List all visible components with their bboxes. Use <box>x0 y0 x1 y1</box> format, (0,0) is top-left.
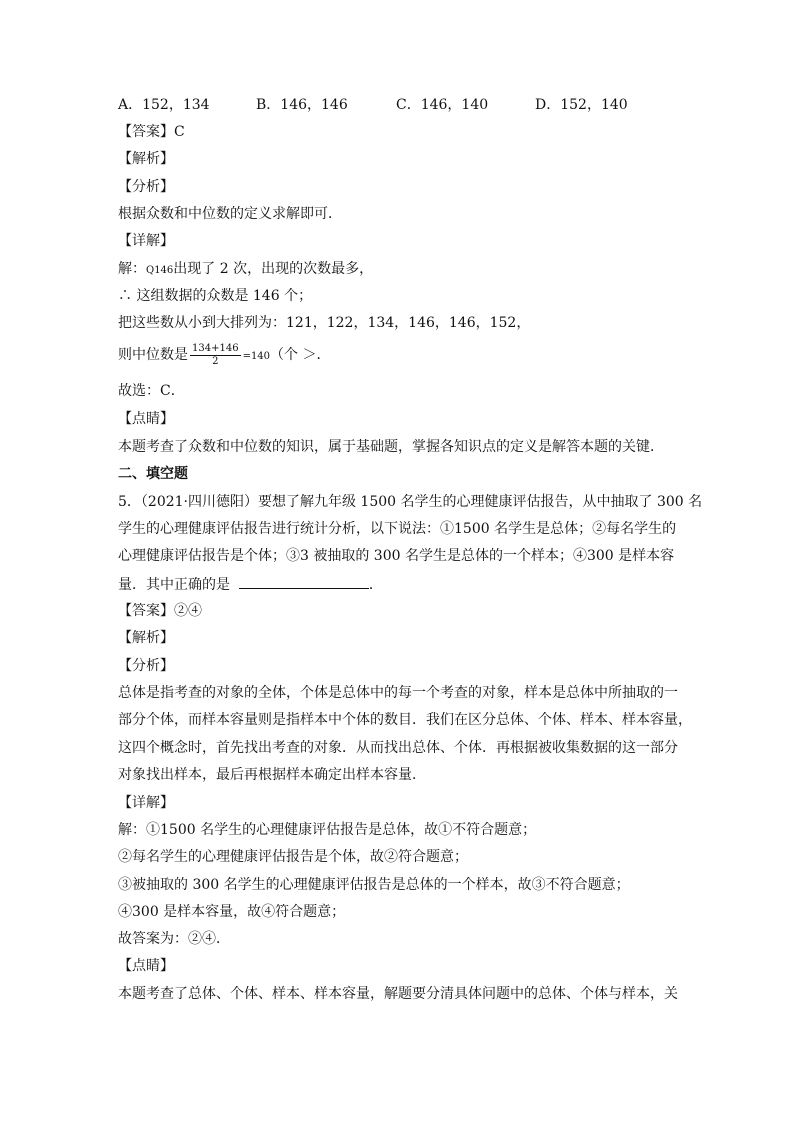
q5-fenxi-l4: 对象找出样本，最后再根据样本确定出样本容量． <box>118 767 426 783</box>
q4-step2: ∴ 这组数据的众数是 146 个； <box>118 288 313 304</box>
q5-line4-prefix: 量．其中正确的是 <box>118 577 230 593</box>
q5-fenxi-l3: 这四个概念时，首先找出考查的对象．从而找出总体、个体．再根据被收集数据的这一部分 <box>118 740 678 756</box>
option-b: B．146，146 <box>256 97 348 113</box>
q4-fenxi-text: 根据众数和中位数的定义求解即可． <box>118 206 342 222</box>
q4-choose: 故选：C． <box>118 383 185 399</box>
q5-line4-suffix: ． <box>368 577 383 593</box>
step1-prefix: 解： <box>118 261 146 277</box>
q4-dianjing-text: 本题考查了众数和中位数的知识，属于基础题，掌握各知识点的定义是解答本题的关键． <box>118 439 664 455</box>
option-c: C．146，140 <box>396 97 489 113</box>
q5-xiangjie-heading: 【详解】 <box>118 795 174 811</box>
step1-rest: 出现了 2 次，出现的次数最多， <box>173 261 374 277</box>
q5-dianjing-heading: 【点睛】 <box>118 958 174 974</box>
q4-dianjing-heading: 【点睛】 <box>118 411 174 427</box>
step4-prefix: 则中位数是 <box>118 347 188 363</box>
q5-line4 <box>118 574 383 595</box>
q4-step3: 把这些数从小到大排列为：121，122，134，146，146，152， <box>118 315 531 331</box>
fraction-denominator: 2 <box>212 355 219 367</box>
q4-step4 <box>118 340 330 372</box>
q5-line3: 心理健康评估报告是个体；③3 被抽取的 300 名学生是总体的一个样本；④300 是样本容 <box>118 548 675 564</box>
because-symbol: Q146 <box>146 265 174 276</box>
q5-detail-1: 解：①1500 名学生的心理健康评估报告是总体，故①不符合题意； <box>118 822 537 838</box>
option-d: D．152，140 <box>535 97 628 113</box>
q5-answer: 【答案】②④ <box>118 603 202 619</box>
q4-xiangjie-heading: 【详解】 <box>118 233 174 249</box>
section-title: 二、填空题 <box>118 466 188 482</box>
q5-line1: 5．（2021·四川德阳）要想了解九年级 1500 名学生的心理健康评估报告，从中抽取了 300 名 <box>118 494 703 510</box>
q5-jiexi-heading: 【解析】 <box>118 630 174 646</box>
q5-fenxi-l2: 部分个体，而样本容量则是指样本中个体的数目．我们在区分总体、个体、样本、样本容量， <box>118 712 692 728</box>
q4-step1 <box>118 259 373 281</box>
fraction-numerator: 134+146 <box>192 342 239 354</box>
option-a: A．152，134 <box>118 97 210 113</box>
q4-jiexi-heading: 【解析】 <box>118 151 174 167</box>
q5-detail-5: 故答案为：②④． <box>118 931 230 947</box>
q5-fenxi-heading: 【分析】 <box>118 658 174 674</box>
q5-detail-4: ④300 是样本容量，故④符合题意； <box>118 904 346 920</box>
median-fraction <box>190 343 241 368</box>
q5-fenxi-l1: 总体是指考查的对象的全体，个体是总体中的每一个考查的对象，样本是总体中所抽取的一 <box>118 685 678 701</box>
fraction-result: =140 <box>242 351 271 362</box>
q4-fenxi-heading: 【分析】 <box>118 179 174 195</box>
answer-blank[interactable] <box>239 574 369 589</box>
q5-line2: 学生的心理健康评估报告进行统计分析，以下说法：①1500 名学生是总体；②每名学生的 <box>118 521 677 537</box>
q4-answer: 【答案】C <box>118 124 185 140</box>
step4-suffix: （个 ＞． <box>270 347 331 363</box>
q5-detail-2: ②每名学生的心理健康评估报告是个体，故②符合题意； <box>118 849 468 865</box>
q5-detail-3: ③被抽取的 300 名学生的心理健康评估报告是总体的一个样本，故③不符合题意； <box>118 877 630 893</box>
q5-dianjing-text: 本题考查了总体、个体、样本、样本容量，解题要分清具体问题中的总体、个体与样本，关 <box>118 986 678 1002</box>
